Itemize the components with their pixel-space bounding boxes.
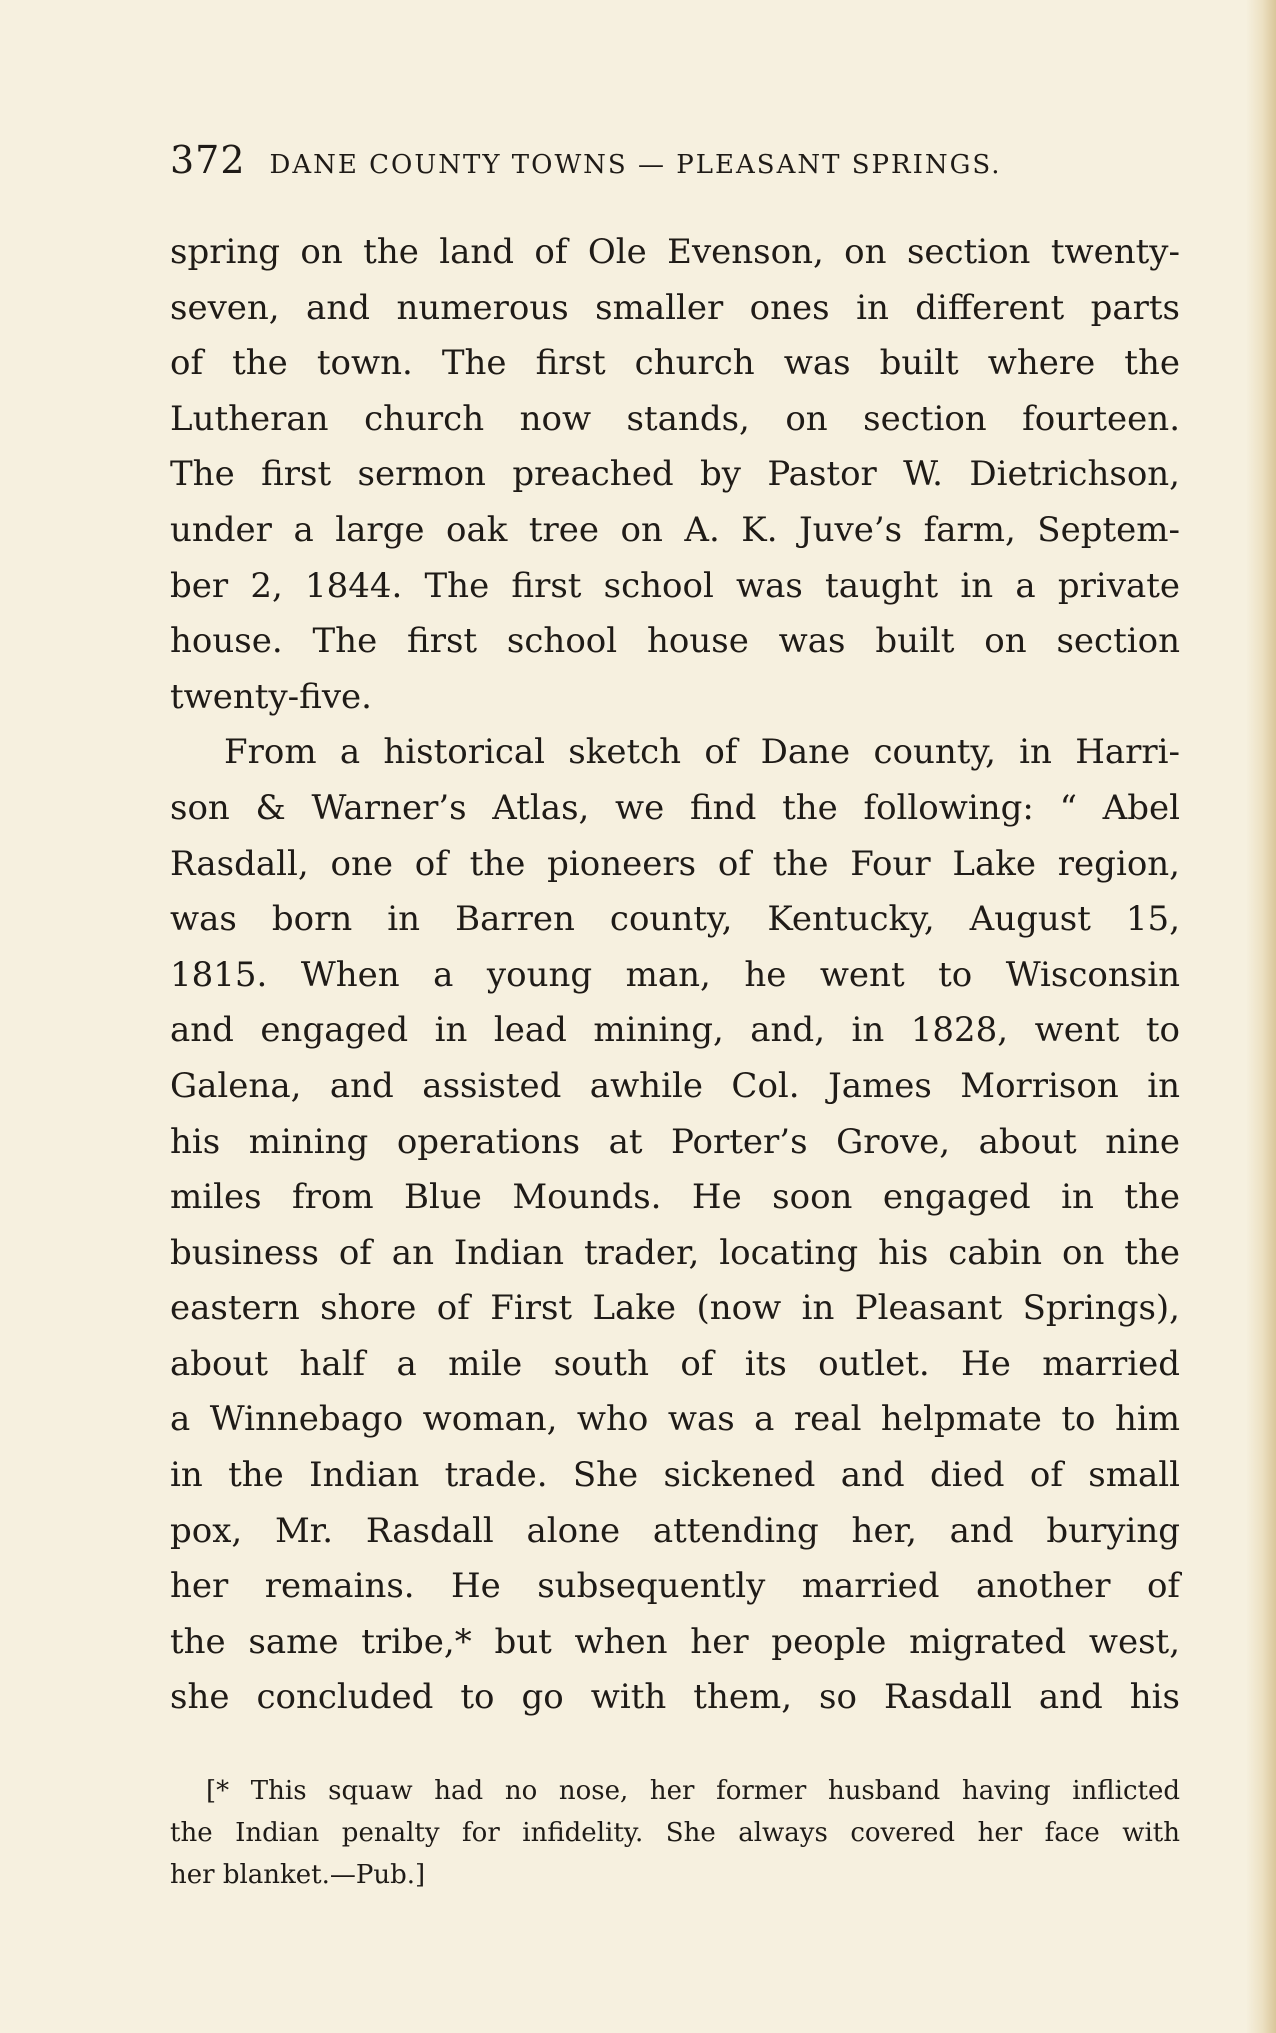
running-head: DANE COUNTY TOWNS — PLEASANT SPRINGS.: [269, 150, 1002, 180]
page-number: 372: [170, 138, 246, 182]
text-line: The first sermon preached by Pastor W. Dietrichson,: [170, 454, 1180, 495]
text-line: Rasdall, one of the pioneers of the Four Lake region,: [170, 843, 1180, 884]
text-line: under a large oak tree on A. K. Juve’s farm, Septem-: [170, 509, 1180, 550]
text-line: ber 2, 1844. The first school was taught in a private: [170, 565, 1180, 606]
text-line: son & Warner’s Atlas, we find the following: “ Abel: [170, 787, 1180, 828]
text-line: spring on the land of Ole Evenson, on section twenty-: [170, 232, 1180, 272]
text-line: was born in Barren county, Kentucky, August 15,: [170, 899, 1180, 940]
text-line: eastern shore of First Lake (now in Pleasant Springs),: [170, 1288, 1180, 1329]
text-line: a Winnebago woman, who was a real helpmate to him: [170, 1399, 1180, 1440]
footnote-line: her blanket.—Pub.]: [170, 1860, 426, 1890]
page-edge-shadow: [1246, 0, 1276, 2033]
text-line: miles from Blue Mounds. He soon engaged in the: [170, 1177, 1180, 1218]
text-line-paragraph-start: From a historical sketch of Dane county, in Harri-: [224, 732, 1180, 773]
footnote: [170, 1770, 1180, 1896]
text-line: business of an Indian trader, locating his cabin on the: [170, 1232, 1180, 1273]
page-header: [170, 138, 1080, 182]
footnote-line: the Indian penalty for infidelity. She always covered her face with: [170, 1818, 1180, 1848]
text-line: 1815. When a young man, he went to Wisconsin: [170, 954, 1180, 995]
text-line: Lutheran church now stands, on section fourteen.: [170, 398, 1180, 439]
text-line: of the town. The first church was built where the: [170, 343, 1180, 384]
text-line: house. The first school house was built on section: [170, 621, 1180, 662]
text-line: seven, and numerous smaller ones in different parts: [170, 287, 1180, 328]
text-line: his mining operations at Porter’s Grove, about nine: [170, 1121, 1180, 1162]
text-line: and engaged in lead mining, and, in 1828, went to: [170, 1010, 1180, 1051]
text-line-paragraph-end: twenty-five.: [170, 676, 372, 717]
text-line: the same tribe,* but when her people migrated west,: [170, 1621, 1180, 1662]
text-line: about half a mile south of its outlet. He married: [170, 1343, 1180, 1384]
text-line: pox, Mr. Rasdall alone attending her, and burying: [170, 1510, 1180, 1551]
text-line: she concluded to go with them, so Rasdall and his: [170, 1677, 1180, 1718]
text-line: her remains. He subsequently married another of: [170, 1566, 1180, 1607]
footnote-line: [* This squaw had no nose, her former husband having inflicted: [206, 1776, 1180, 1806]
text-line: in the Indian trade. She sickened and died of small: [170, 1455, 1180, 1496]
body-text: [170, 225, 1180, 1726]
text-line: Galena, and assisted awhile Col. James Morrison in: [170, 1065, 1180, 1106]
